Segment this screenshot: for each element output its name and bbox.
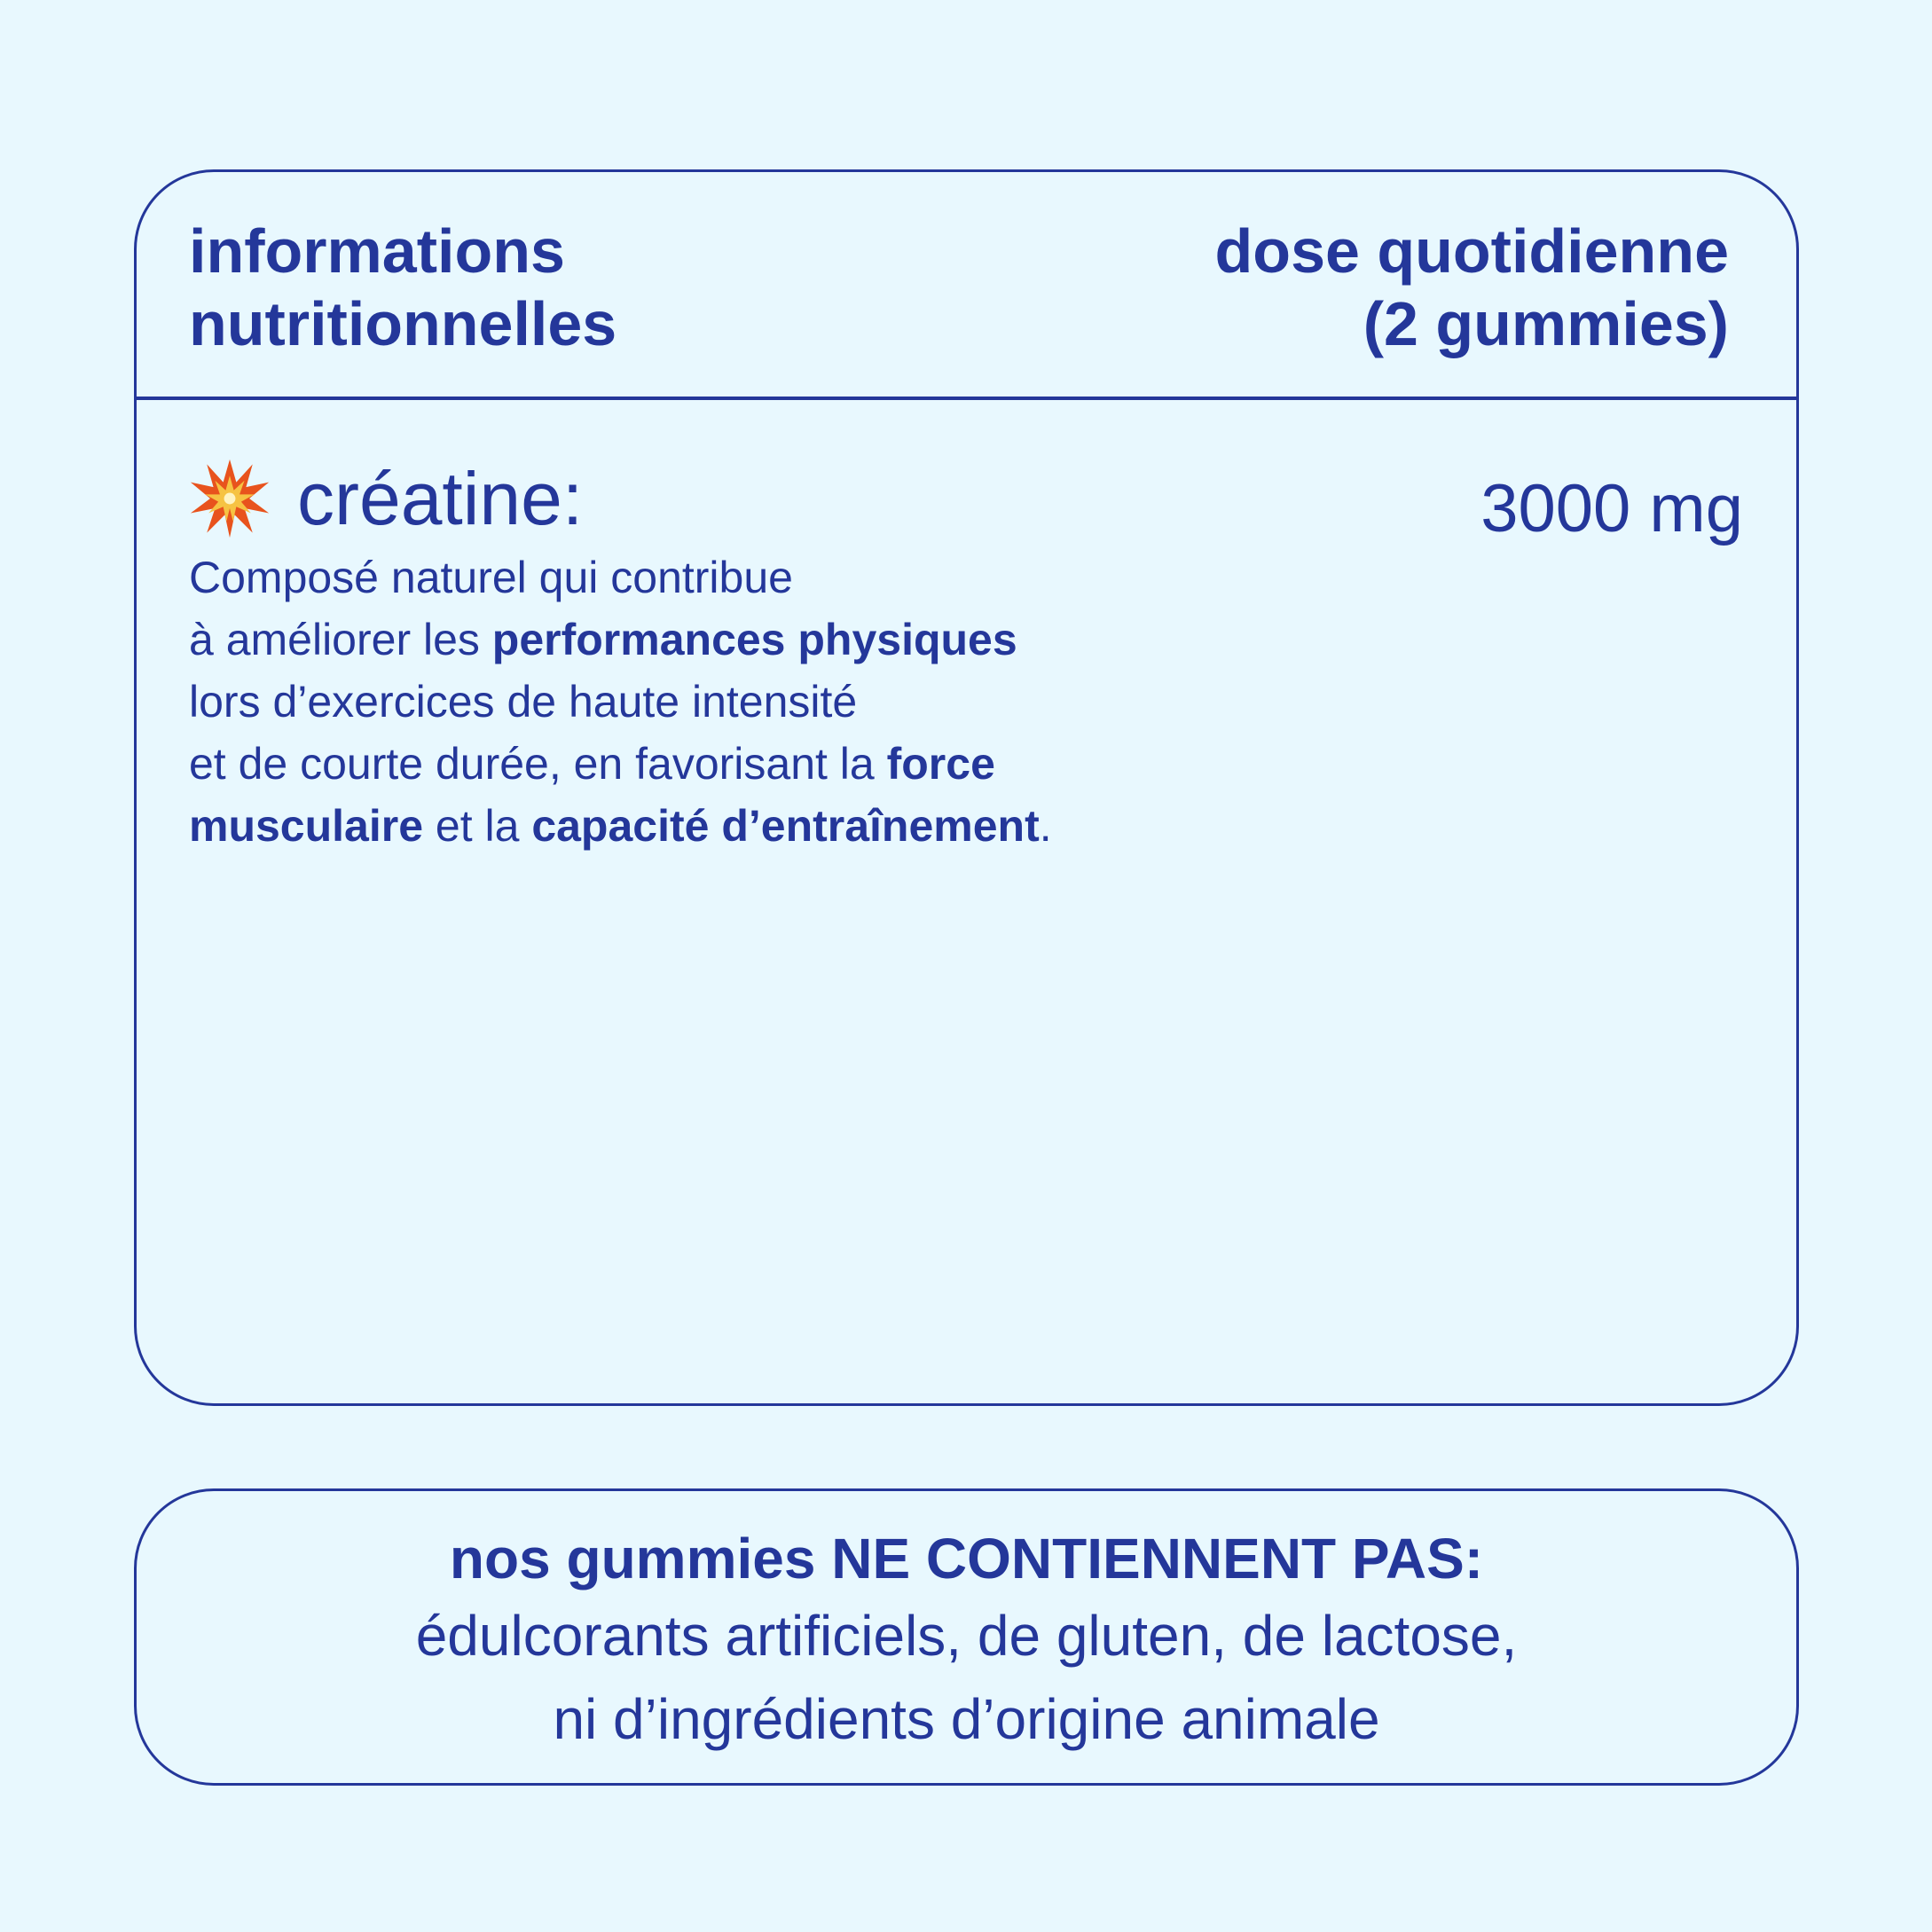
ingredient-name: créatine:: [297, 457, 584, 540]
ingredient-description: [189, 546, 1342, 857]
collision-burst-icon: [189, 458, 271, 539]
desc-line-4a: et de courte durée, en favorisant la: [189, 739, 887, 789]
desc-line-5b: et la: [423, 801, 532, 851]
header-divider: [134, 397, 1799, 400]
desc-line-2a: à améliorer les: [189, 615, 492, 664]
desc-period: .: [1039, 801, 1052, 851]
nutrition-info-heading: informations nutritionnelles: [189, 216, 617, 358]
exclusions-line-2: ni d’ingrédients d’origine animale: [553, 1687, 1380, 1751]
exclusions-panel: [134, 1488, 1799, 1786]
exclusions-line-1: édulcorants artificiels, de gluten, de lactose,: [415, 1604, 1518, 1668]
nutrition-info-panel: [134, 169, 1799, 1406]
desc-emphasis-performance: performances physiques: [491, 615, 1017, 664]
desc-emphasis-musculaire: musculaire: [189, 801, 424, 851]
desc-emphasis-force: force: [886, 739, 995, 789]
ingredient-row: [189, 454, 1743, 857]
daily-dose-heading: dose quotidienne (2 gummies): [1214, 216, 1729, 358]
exclusions-title: nos gummies NE CONTIENNENT PAS:: [449, 1527, 1484, 1590]
desc-line-1: Composé naturel qui contribue: [189, 553, 793, 602]
desc-line-3: lors d’exercices de haute intensité: [189, 677, 858, 726]
ingredient-dose: 3000 mg: [1480, 471, 1743, 546]
desc-emphasis-capacite: capacité d’entraînement: [531, 801, 1040, 851]
